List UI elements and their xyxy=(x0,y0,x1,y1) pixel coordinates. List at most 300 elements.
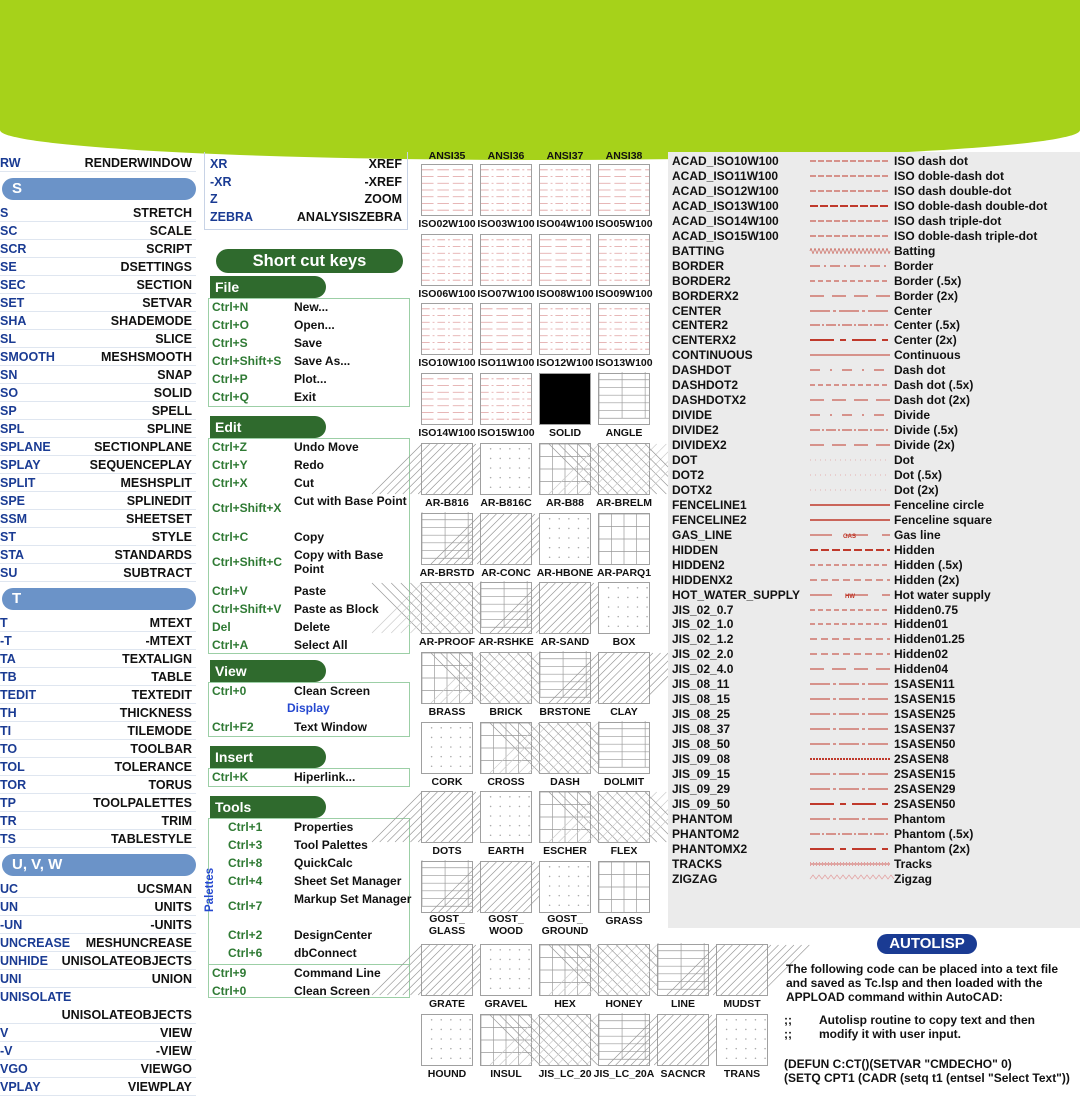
command-row xyxy=(0,830,196,848)
linetype-name: DASHDOT xyxy=(672,363,732,378)
hatch-pattern-graphic xyxy=(540,723,590,773)
hatch-label: GRATE xyxy=(429,998,465,1010)
hatch-pattern-graphic xyxy=(540,374,590,424)
linetype-description: 1SASEN50 xyxy=(894,737,956,752)
linetype-sample xyxy=(810,470,890,480)
linetype-description: 2SASEN8 xyxy=(894,752,949,766)
command-row xyxy=(0,510,196,528)
hatch-label: HEX xyxy=(554,998,576,1010)
linetype-sample xyxy=(810,739,890,749)
hatch-label: GOST_ GLASS xyxy=(428,913,466,937)
shortcut-key: Ctrl+4 xyxy=(228,874,263,888)
hatch-pattern-graphic xyxy=(540,235,590,285)
hatch-label: AR-SAND xyxy=(540,636,590,649)
command-alias: SP xyxy=(0,404,17,418)
linetype-row xyxy=(672,154,1078,169)
hatch-pattern-graphic xyxy=(422,514,472,564)
linetype-row xyxy=(672,782,1078,797)
linetype-sample xyxy=(810,380,890,390)
linetype-row xyxy=(672,184,1078,199)
linetype-description: 1SASEN11 xyxy=(894,677,955,692)
command-row xyxy=(0,934,196,952)
hatch-label: ANSI37 xyxy=(546,150,584,162)
linetype-name: BATTING xyxy=(672,243,725,258)
section-header: View xyxy=(210,660,326,682)
linetype-row xyxy=(672,588,1078,603)
hatch-swatch xyxy=(480,582,532,634)
shortcut-action: Clean Screen xyxy=(294,684,371,698)
linetype-sample xyxy=(810,425,890,435)
linetype-description: Dot (2x) xyxy=(894,482,939,497)
hatch-label: EARTH xyxy=(487,845,525,858)
command-name: TOOLBAR xyxy=(130,742,192,756)
linetype-name: JIS_08_50 xyxy=(672,737,731,752)
linetype-sample xyxy=(810,575,890,585)
hatch-pattern-graphic xyxy=(540,862,590,912)
shortcut-row xyxy=(208,638,408,654)
shortcut-key: Ctrl+N xyxy=(212,300,249,314)
linetype-name: CENTER xyxy=(672,303,722,318)
shortcut-row xyxy=(208,318,408,334)
shortcut-key: Ctrl+Y xyxy=(212,458,248,472)
hatch-swatch xyxy=(480,234,532,286)
autolisp-badge xyxy=(877,934,977,954)
command-name: THICKNESS xyxy=(119,706,192,720)
linetype-name: JIS_09_50 xyxy=(672,796,731,811)
command-name: TABLESTYLE xyxy=(110,832,192,846)
linetype-sample xyxy=(810,724,890,734)
hatch-pattern-graphic xyxy=(599,444,649,494)
command-alias: Z xyxy=(210,192,218,206)
shortcut-action: Save As... xyxy=(294,354,351,368)
command-name: UNITS xyxy=(154,900,192,914)
hatch-swatch xyxy=(598,164,650,216)
linetype-description: Divide (.5x) xyxy=(894,423,959,438)
hatch-label: ISO03W100 xyxy=(477,218,535,230)
command-alias: SE xyxy=(0,260,17,274)
linetype-name: JIS_02_4.0 xyxy=(672,662,734,677)
hatch-label: HOUND xyxy=(427,1068,467,1080)
linetype-description: 2SASEN15 xyxy=(894,766,956,781)
command-name: UNISOLATEOBJECTS xyxy=(61,954,192,968)
shortcut-key: Ctrl+2 xyxy=(228,928,263,942)
hatch-label: ANSI36 xyxy=(487,150,525,162)
command-name: TABLE xyxy=(151,670,192,684)
command-alias: SET xyxy=(0,296,25,310)
linetype-name: HIDDENX2 xyxy=(672,572,733,587)
hatch-label: LINE xyxy=(671,998,695,1010)
command-name: TILEMODE xyxy=(127,724,192,738)
shortcut-key: Ctrl+C xyxy=(212,530,249,544)
command-row xyxy=(0,258,196,276)
command-alias: SMOOTH xyxy=(0,350,55,364)
linetype-description: Center xyxy=(894,303,933,318)
hatch-label: TRANS xyxy=(723,1068,761,1080)
command-name: UNISOLATEOBJECTS xyxy=(61,1008,192,1022)
linetype-row xyxy=(672,393,1078,408)
shortcut-action: Hiperlink... xyxy=(294,770,356,784)
command-name: SPLINE xyxy=(146,422,192,436)
linetype-description: Border (.5x) xyxy=(894,273,962,288)
command-name: SUBTRACT xyxy=(123,566,192,580)
hatch-label: CORK xyxy=(431,775,463,788)
autolisp-comment-mark-2: ;; xyxy=(784,1027,792,1041)
linetype-sample xyxy=(810,500,890,510)
linetype-description: Batting xyxy=(894,243,936,258)
linetype-description: Center (2x) xyxy=(894,333,957,348)
shortcut-key: Ctrl+F2 xyxy=(212,720,254,734)
section-header: Insert xyxy=(210,746,326,768)
shortcut-action: Clean Screen xyxy=(294,984,371,998)
shortcut-action: New... xyxy=(294,300,329,314)
linetype-row xyxy=(672,752,1078,767)
shortcut-action: Open... xyxy=(294,318,335,332)
linetype-sample xyxy=(810,156,890,166)
linetype-sample xyxy=(810,350,890,360)
command-name: TEXTEDIT xyxy=(131,688,192,702)
linetype-row xyxy=(672,348,1078,363)
hatch-label: ISO05W100 xyxy=(595,218,653,230)
linetype-row xyxy=(672,304,1078,319)
linetype-description: Fenceline circle xyxy=(894,497,985,512)
hatch-swatch xyxy=(421,861,473,913)
hatch-pattern-graphic xyxy=(481,165,531,215)
shortcut-key: Ctrl+Shift+C xyxy=(212,555,283,569)
command-alias: SPE xyxy=(0,494,26,508)
command-row xyxy=(0,402,196,420)
linetype-name: JIS_02_2.0 xyxy=(672,647,734,662)
linetype-name: PHANTOMX2 xyxy=(672,841,748,856)
hatch-swatch xyxy=(421,944,473,996)
linetype-row xyxy=(672,274,1078,289)
linetype-sample xyxy=(810,694,890,704)
shortcut-action: Save xyxy=(294,336,323,350)
linetype-description: Dot (.5x) xyxy=(894,467,942,482)
linetype-name: BORDER2 xyxy=(672,273,731,288)
command-name: -UNITS xyxy=(150,918,192,932)
command-name: SEQUENCEPLAY xyxy=(89,458,192,472)
linetype-row xyxy=(672,857,1078,872)
shortcut-action: Cut xyxy=(294,476,314,490)
command-row xyxy=(208,208,408,226)
command-name: SPLINEDIT xyxy=(126,494,192,508)
linetype-name: TRACKS xyxy=(672,856,722,871)
linetype-sample xyxy=(810,874,890,884)
linetype-name: DIVIDE2 xyxy=(672,423,719,438)
shortcut-action: Exit xyxy=(294,390,317,404)
command-name: UNION xyxy=(151,972,192,986)
hatch-label: AR-B816 xyxy=(425,496,469,509)
linetype-row xyxy=(672,573,1078,588)
shortcut-title xyxy=(216,249,403,273)
linetype-row xyxy=(672,229,1078,244)
command-alias: V xyxy=(0,1026,9,1040)
hatch-label: INSUL xyxy=(490,1068,522,1080)
linetype-description: Gas line xyxy=(894,527,941,542)
command-alias: -UN xyxy=(0,918,23,932)
linetype-sample xyxy=(810,291,890,301)
command-alias: SU xyxy=(0,566,18,580)
hatch-pattern-graphic xyxy=(599,945,649,995)
linetype-name: DIVIDEX2 xyxy=(672,438,727,453)
command-row xyxy=(0,812,196,830)
linetype-description: Fenceline square xyxy=(894,512,993,527)
shortcut-key: Ctrl+O xyxy=(212,318,250,332)
command-alias: -V xyxy=(0,1044,13,1058)
command-name: VIEW xyxy=(160,1026,192,1040)
hatch-label: JIS_LC_20A xyxy=(593,1068,655,1080)
command-alias: UNI xyxy=(0,972,22,986)
linetype-name: JIS_02_0.7 xyxy=(672,602,734,617)
shortcut-action: Paste xyxy=(294,584,327,598)
hatch-label: ISO06W100 xyxy=(418,287,476,300)
linetype-name: HIDDEN xyxy=(672,542,719,557)
shortcut-row xyxy=(208,476,408,492)
command-name: SCALE xyxy=(149,224,192,238)
command-row xyxy=(208,190,408,208)
shortcut-row xyxy=(208,620,408,636)
linetype-row xyxy=(672,677,1078,692)
hatch-label: BRASS xyxy=(428,705,466,718)
linetype-sample xyxy=(810,231,890,241)
hatch-label: ISO04W100 xyxy=(536,218,594,230)
hatch-label: BRICK xyxy=(489,705,523,718)
hatch-swatch xyxy=(480,513,532,565)
command-alias: TEDIT xyxy=(0,688,37,702)
command-name: SNAP xyxy=(157,368,192,382)
shortcut-row xyxy=(208,390,408,406)
command-row xyxy=(0,880,196,898)
command-alias: UC xyxy=(0,882,19,896)
command-alias: S xyxy=(0,206,9,220)
hatch-label: ISO08W100 xyxy=(536,287,594,300)
autolisp-code-2: (SETQ CPT1 (CADR (setq t1 (entsel "Select Text")) xyxy=(784,1071,1070,1085)
hatch-pattern-graphic xyxy=(599,165,649,215)
linetype-sample xyxy=(810,320,890,330)
hatch-swatch xyxy=(480,443,532,495)
hatch-swatch xyxy=(716,944,768,996)
command-alias: ST xyxy=(0,530,16,544)
linetype-name: DOTX2 xyxy=(672,482,713,497)
linetype-name: CENTER2 xyxy=(672,318,729,333)
linetype-sample xyxy=(810,186,890,196)
shortcut-row xyxy=(208,984,408,1000)
hatch-pattern-graphic xyxy=(540,945,590,995)
shortcut-action: Select All xyxy=(294,638,348,652)
linetype-row xyxy=(672,842,1078,857)
hatch-pattern-graphic xyxy=(422,945,472,995)
command-row xyxy=(0,456,196,474)
section-header: S xyxy=(2,178,196,200)
command-row xyxy=(0,492,196,510)
command-alias: -T xyxy=(0,634,12,648)
linetype-name: CENTERX2 xyxy=(672,333,737,348)
hatch-swatch xyxy=(421,722,473,774)
hatch-pattern-graphic xyxy=(481,723,531,773)
hatch-swatch xyxy=(480,861,532,913)
autolisp-intro-1: The following code can be placed into a text file xyxy=(786,962,1059,976)
command-alias: UN xyxy=(0,900,19,914)
hatch-pattern-graphic xyxy=(422,374,472,424)
linetype-row xyxy=(672,722,1078,737)
hatch-label: BRSTONE xyxy=(539,705,591,718)
command-alias: TA xyxy=(0,652,16,666)
command-name: -MTEXT xyxy=(145,634,192,648)
command-name: SPELL xyxy=(151,404,192,418)
linetype-sample xyxy=(810,590,890,600)
hatch-swatch xyxy=(421,443,473,495)
command-alias: SPL xyxy=(0,422,25,436)
linetype-row xyxy=(672,289,1078,304)
hatch-label: DOTS xyxy=(432,845,462,858)
hatch-label: CROSS xyxy=(487,775,525,788)
hatch-pattern-graphic xyxy=(481,235,531,285)
hatch-swatch xyxy=(421,234,473,286)
hatch-pattern-graphic xyxy=(481,862,531,912)
linetype-row xyxy=(672,617,1078,632)
linetype-name: DASHDOT2 xyxy=(672,378,739,393)
command-name: TEXTALIGN xyxy=(122,652,192,666)
shortcut-key: Ctrl+S xyxy=(212,336,248,350)
display-label: Display xyxy=(287,701,330,715)
hatch-label: HONEY xyxy=(605,998,643,1010)
shortcut-row xyxy=(208,530,408,546)
linetype-row xyxy=(672,797,1078,812)
shortcut-key: Ctrl+7 xyxy=(228,899,263,913)
hatch-swatch xyxy=(598,513,650,565)
hatch-swatch xyxy=(539,1014,591,1066)
linetype-name: BORDERX2 xyxy=(672,288,739,303)
shortcut-key: Ctrl+Shift+X xyxy=(212,501,282,515)
linetype-row xyxy=(672,647,1078,662)
hatch-label: BOX xyxy=(612,636,636,649)
command-alias: T xyxy=(0,616,8,630)
shortcut-action: QuickCalc xyxy=(294,856,353,870)
hatch-pattern-graphic xyxy=(599,862,649,912)
linetype-sample xyxy=(810,754,890,764)
hatch-pattern-graphic xyxy=(422,235,472,285)
linetype-name: JIS_02_1.2 xyxy=(672,632,734,647)
linetype-name: JIS_08_15 xyxy=(672,692,731,707)
hatch-pattern-graphic xyxy=(422,583,472,633)
hatch-pattern-graphic xyxy=(599,653,649,703)
hatch-label: SACNCR xyxy=(660,1068,706,1080)
command-row xyxy=(0,366,196,384)
linetype-name: GAS_LINE xyxy=(672,527,733,542)
linetype-name: PHANTOM xyxy=(672,811,733,826)
command-alias: SC xyxy=(0,224,18,238)
hatch-pattern-graphic xyxy=(540,583,590,633)
linetype-row xyxy=(672,737,1078,752)
command-alias: TP xyxy=(0,796,16,810)
command-name: SOLID xyxy=(153,386,192,400)
shortcut-row xyxy=(208,354,408,370)
linetype-row xyxy=(672,603,1078,618)
command-row xyxy=(0,312,196,330)
linetype-sample xyxy=(810,814,890,824)
linetype-row xyxy=(672,558,1078,573)
linetype-description: Divide (2x) xyxy=(894,438,955,453)
command-row xyxy=(0,740,196,758)
shortcut-action: dbConnect xyxy=(294,946,357,960)
linetype-row xyxy=(672,872,1078,887)
shortcut-key: Ctrl+3 xyxy=(228,838,263,852)
linetype-row xyxy=(672,528,1078,543)
command-row xyxy=(0,348,196,366)
linetype-name: ACAD_ISO14W100 xyxy=(672,213,779,228)
section-header: U, V, W xyxy=(2,854,196,876)
linetype-description: Hidden04 xyxy=(894,662,949,677)
shortcut-key: Ctrl+Z xyxy=(212,440,248,454)
linetype-sample xyxy=(810,455,890,465)
hatch-swatch xyxy=(598,944,650,996)
command-alias: RW xyxy=(0,156,21,170)
command-alias: -XR xyxy=(210,174,232,189)
linetype-description: Hidden (2x) xyxy=(894,572,960,587)
hatch-pattern-graphic xyxy=(422,304,472,354)
command-name: MTEXT xyxy=(149,616,192,630)
command-row xyxy=(0,794,196,812)
hatch-swatch xyxy=(480,944,532,996)
hatch-label: AR-B88 xyxy=(546,496,584,509)
command-name: DSETTINGS xyxy=(120,260,192,274)
linetype-name: HIDDEN2 xyxy=(672,557,725,572)
hatch-label: ISO07W100 xyxy=(477,287,535,300)
hatch-label: AR-BRSTD xyxy=(419,566,475,579)
hatch-swatch xyxy=(657,944,709,996)
linetype-row xyxy=(672,827,1078,842)
hatch-label: ISO10W100 xyxy=(418,357,476,370)
shortcut-action: Command Line xyxy=(294,966,381,980)
hatch-swatch xyxy=(539,722,591,774)
shortcut-row xyxy=(208,584,408,600)
hatch-pattern-graphic xyxy=(599,235,649,285)
command-alias: SSM xyxy=(0,512,28,526)
hatch-pattern-graphic xyxy=(599,304,649,354)
shortcut-key: Ctrl+K xyxy=(212,770,249,784)
shortcut-key: Ctrl+0 xyxy=(212,984,247,998)
command-name: SCRIPT xyxy=(146,242,192,256)
command-name: MESHSMOOTH xyxy=(101,350,192,364)
hatch-label: CLAY xyxy=(610,705,638,718)
command-row xyxy=(0,438,196,456)
command-name: STYLE xyxy=(151,530,192,544)
command-name: TRIM xyxy=(161,814,192,828)
linetype-row xyxy=(672,438,1078,453)
linetype-row xyxy=(672,169,1078,184)
hatch-swatch xyxy=(598,373,650,425)
hatch-label: SOLID xyxy=(548,427,582,440)
linetype-row xyxy=(672,513,1078,528)
linetype-sample xyxy=(810,619,890,629)
linetype-name: HOT_WATER_SUPPLY xyxy=(672,587,801,602)
hatch-pattern-graphic xyxy=(481,304,531,354)
command-alias: UNISOLATE xyxy=(0,990,72,1004)
shortcut-key: Ctrl+9 xyxy=(212,966,247,980)
linetype-description: Phantom (2x) xyxy=(894,841,971,856)
linetype-row xyxy=(672,468,1078,483)
hatch-swatch xyxy=(421,164,473,216)
linetype-description: Hidden xyxy=(894,542,935,557)
hatch-pattern-graphic xyxy=(540,304,590,354)
shortcut-action: Cut with Base Point xyxy=(294,494,407,508)
linetype-sample xyxy=(810,306,890,316)
linetype-description: 1SASEN37 xyxy=(894,722,956,737)
shortcut-action: DesignCenter xyxy=(294,928,373,942)
hatch-swatch xyxy=(598,303,650,355)
command-alias: TB xyxy=(0,670,17,684)
shortcut-key: Ctrl+A xyxy=(212,638,249,652)
